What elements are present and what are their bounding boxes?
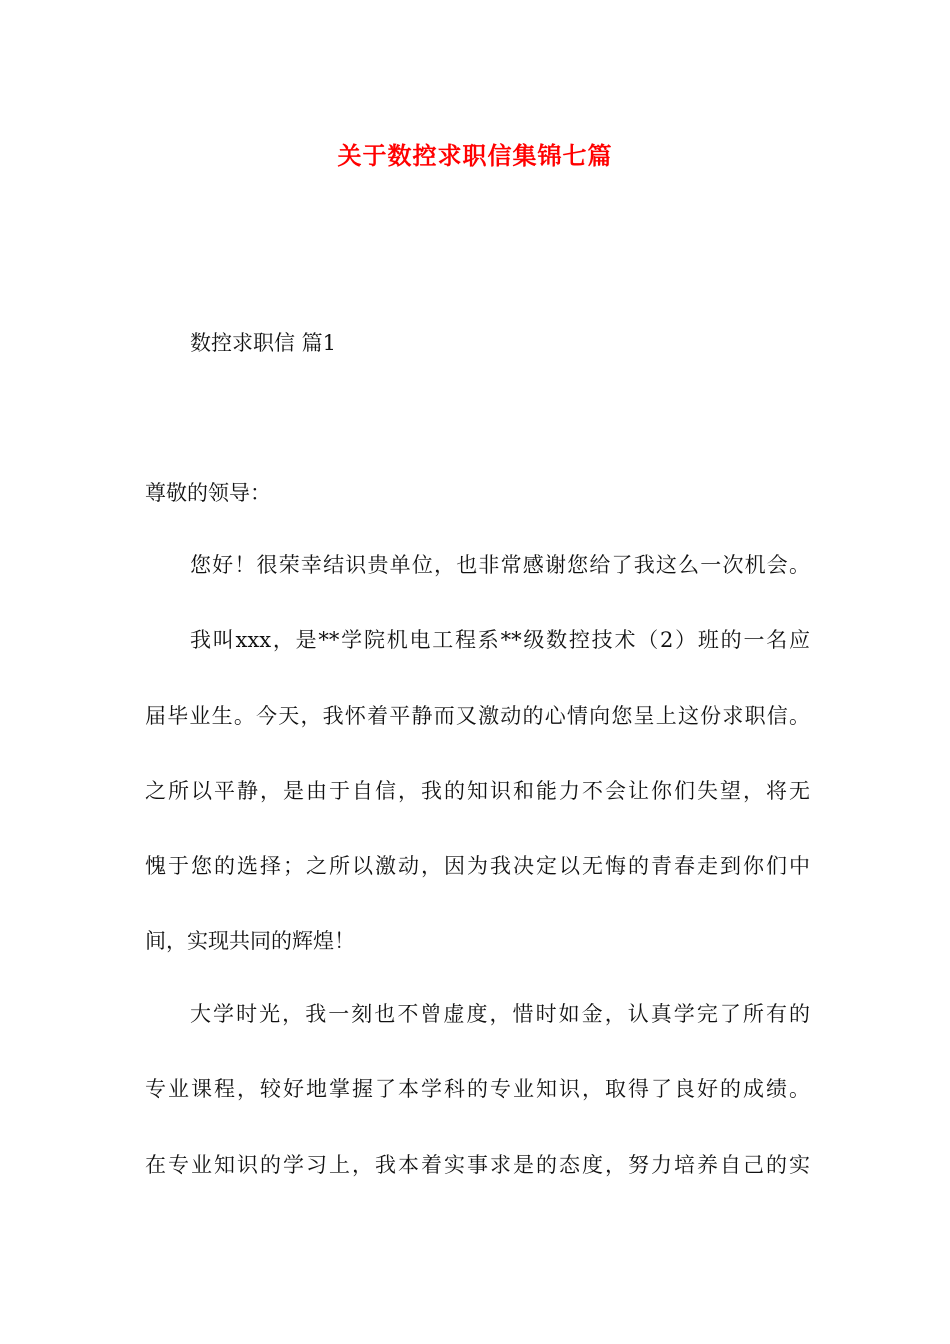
paragraph-line: 愧于您的选择；之所以激动，因为我决定以无悔的青春走到你们中 [145,854,810,878]
paragraph-line: 我叫xxx，是**学院机电工程系**级数控技术（2）班的一名应 [190,628,810,652]
paragraph-line: 大学时光，我一刻也不曾虚度，惜时如金，认真学完了所有的 [190,1002,810,1026]
paragraph-line: 专业课程，较好地掌握了本学科的专业知识，取得了良好的成绩。 [145,1077,810,1101]
paragraph-line: 您好！很荣幸结识贵单位，也非常感谢您给了我这么一次机会。 [190,553,810,577]
section-heading: 数控求职信 篇1 [190,331,337,355]
paragraph-line: 间，实现共同的辉煌！ [145,929,355,953]
paragraph-line: 届毕业生。今天，我怀着平静而又激动的心情向您呈上这份求职信。 [145,704,810,728]
paragraph-line: 之所以平静，是由于自信，我的知识和能力不会让你们失望，将无 [145,779,810,803]
salutation: 尊敬的领导： [145,481,271,505]
paragraph-line: 在专业知识的学习上，我本着实事求是的态度，努力培养自己的实 [145,1153,810,1177]
document-title: 关于数控求职信集锦七篇 [337,141,613,170]
